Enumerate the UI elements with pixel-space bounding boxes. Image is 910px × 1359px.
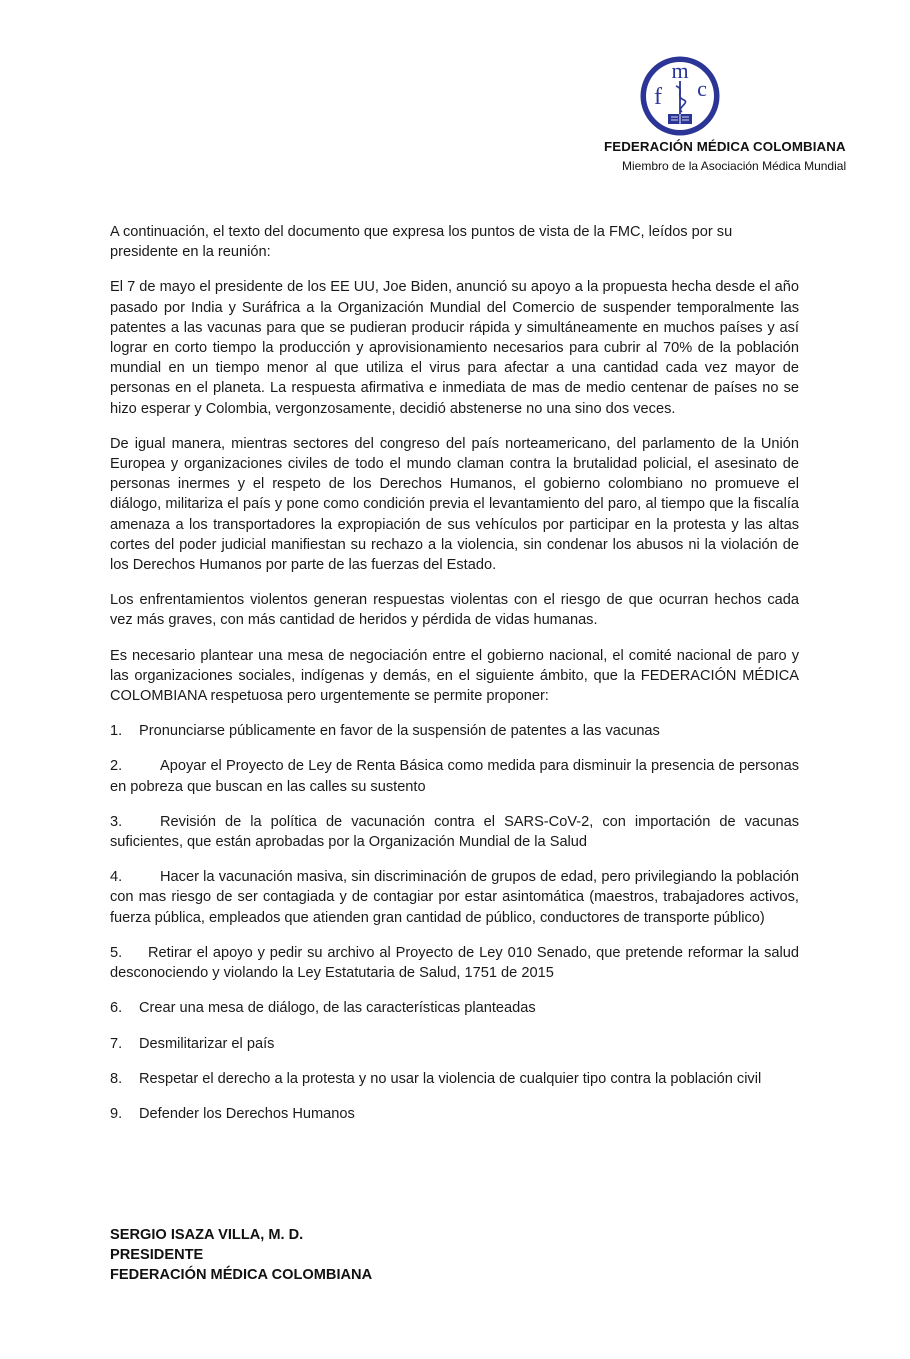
proposal-item [110,1104,799,1124]
paragraph-3: Los enfrentamientos violentos generan respuestas violentas con el riesgo de que ocurran hechos cada vez más graves, con más cantidad de heridos y pérdida de vidas humanas. [110,592,799,629]
proposal-number: 7. [110,1035,123,1052]
proposal-item [110,1034,799,1054]
proposal-number: 1. [110,723,123,740]
proposal-text: Defender los Derechos Humanos [139,1105,355,1122]
proposal-number: 4. [110,869,123,886]
proposal-number: 9. [110,1105,123,1122]
proposal-number: 2. [110,758,123,775]
proposal-item [110,1069,799,1089]
proposal-number: 8. [110,1070,123,1087]
fmc-logo [640,56,720,136]
proposal-item [110,721,799,741]
intro-paragraph: A continuación, el texto del documento que expresa los puntos de vista de la FMC, leídos por su presidente en la reunión: [110,224,733,261]
proposal-number: 6. [110,1000,123,1017]
proposal-item [110,756,799,796]
logo-letter-c: c [697,76,707,101]
document-body [110,222,799,1139]
proposal-text: Hacer la vacunación masiva, sin discriminación de grupos de edad, pero privilegiando la población con mas riesgo de ser contagiada y de contagiar por estar asintomática (maestros, trabajadores activos, fuerza pública, empleados que atienden gran cantidad de público, conductores de transporte público) [110,869,799,926]
signatory-org: FEDERACIÓN MÉDICA COLOMBIANA [110,1267,373,1284]
proposal-item [110,812,799,852]
signature-block [110,1225,372,1286]
proposal-item [110,867,799,928]
proposal-text: Retirar el apoyo y pedir su archivo al Proyecto de Ley 010 Senado, que pretende reformar la salud desconociendo y violando la Ley Estatutaria de Salud, 1751 de 2015 [110,944,799,982]
signatory-name: SERGIO ISAZA VILLA, M. D. [110,1227,304,1243]
proposal-text: Respetar el derecho a la protesta y no usar la violencia de cualquier tipo contra la población civil [139,1070,762,1087]
proposal-text: Pronunciarse públicamente en favor de la suspensión de patentes a las vacunas [139,723,660,740]
paragraph-4: Es necesario plantear una mesa de negociación entre el gobierno nacional, el comité nacional de paro y las organizaciones sociales, indígenas y demás, en el siguiente ámbito, que la FEDERACIÓN MÉDICA COLOMBIANA respetuosa pero urgentemente se permite proponer: [110,647,799,705]
proposal-text: Apoyar el Proyecto de Ley de Renta Básica como medida para disminuir la presencia de personas en pobreza que buscan en las calles su sustento [110,758,799,795]
proposal-text: Crear una mesa de diálogo, de las características planteadas [139,1000,536,1017]
paragraph-1: El 7 de mayo el presidente de los EE UU, Joe Biden, anunció su apoyo a la propuesta hecha desde el año pasado por India y Suráfrica a la Organización Mundial del Comercio de suspender temporalmente las patentes a las vacunas para que se pudieran producir rápida y simultáneamente en muchos países y así lograr en corto tiempo la producción y aprovisionamiento necesarios para cubrir al 70% de la población mundial en un tiempo menor al que utiliza el virus para afectar a una cantidad cada vez mayor de personas en el planeta. La respuesta afirmativa e inmediata de mas de medio centenar de países no se hizo esperar y Colombia, vergonzosamente, decidió abstenerse no una sino dos veces. [110,279,799,417]
logo-letter-m: m [671,58,689,83]
signatory-role: PRESIDENTE [110,1247,204,1264]
proposal-number: 3. [110,813,123,830]
paragraph-2: De igual manera, mientras sectores del congreso del país norteamericano, del parlamento de la Unión Europea y organizaciones civiles de todo el mundo claman contra la brutalidad policial, el asesinato de personas inermes y el respeto de los Derechos Humanos, el gobierno colombiano no promueve el diálogo, militariza el país y pone como condición previa el levantamiento del paro, al tiempo que la fiscalía amenaza a los transportadores la expropiación de sus vehículos por participar en la protesta y las altas cortes del poder judicial manifiestan su rechazo a la violencia, sin condenar los abusos ni la violación de los Derechos Humanos por parte de las fuerzas del Estado. [110,435,799,574]
org-name: FEDERACIÓN MÉDICA COLOMBIANA [604,139,846,154]
proposal-item [110,943,799,983]
proposal-number: 5. [110,944,123,961]
proposal-item [110,998,799,1018]
proposal-text: Desmilitarizar el país [139,1035,275,1052]
proposal-text: Revisión de la política de vacunación contra el SARS-CoV-2, con importación de vacunas suficientes, que están aprobadas por la Organización Mundial de la Salud [110,813,799,851]
org-subtitle: Miembro de la Asociación Médica Mundial [622,159,847,173]
logo-letter-f: f [654,84,662,110]
